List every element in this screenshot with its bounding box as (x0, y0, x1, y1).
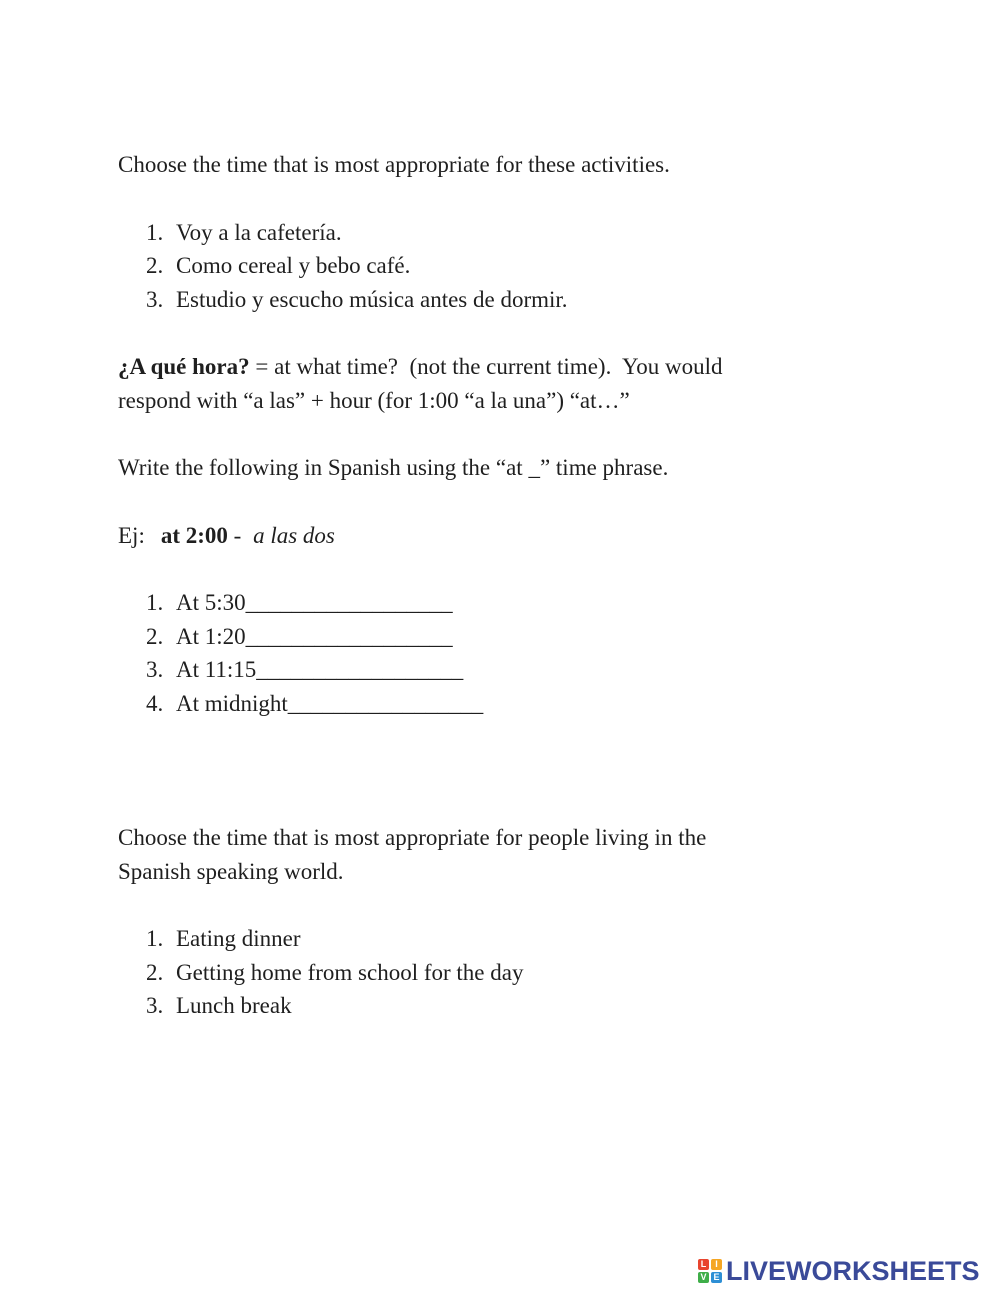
list-item-text: Lunch break (176, 993, 292, 1018)
section2-item-2[interactable] (146, 622, 453, 652)
section3-instruction-line-1: Choose the time that is most appropriate for people living in the (118, 825, 707, 850)
list-number: 3. (146, 287, 164, 312)
list-number: 1. (146, 220, 164, 245)
list-number: 2. (146, 253, 164, 278)
section1-item-1 (146, 218, 342, 248)
list-item-text: Getting home from school for the day (176, 960, 524, 985)
logo-text: LIVEWORKSHEETS (726, 1255, 980, 1286)
section2-item-3[interactable] (146, 655, 463, 685)
answer-blank[interactable]: At 5:30__________________ (176, 590, 453, 615)
list-number: 3. (146, 657, 164, 682)
section2-item-1[interactable] (146, 588, 453, 618)
explanation-line-2: respond with “a las” + hour (for 1:00 “a la una”) “at…” (118, 388, 630, 413)
answer-blank[interactable]: At 1:20__________________ (176, 624, 453, 649)
section2-item-4[interactable] (146, 689, 483, 719)
section1-instruction: Choose the time that is most appropriate for these activities. (118, 152, 670, 177)
section3-item-1 (146, 924, 301, 954)
logo-grid-icon (698, 1259, 722, 1283)
section1-item-3 (146, 285, 568, 315)
list-number: 1. (146, 926, 164, 951)
example-dash: - (227, 523, 248, 548)
answer-blank[interactable]: At midnight_________________ (176, 691, 484, 716)
list-item-text: Como cereal y bebo café. (176, 253, 411, 278)
list-item-text: Voy a la cafetería. (176, 220, 342, 245)
example-label: Ej: (118, 523, 145, 548)
list-number: 3. (146, 993, 164, 1018)
section3-instruction-line-2: Spanish speaking world. (118, 859, 344, 884)
list-number: 2. (146, 960, 164, 985)
list-item-text: Eating dinner (176, 926, 301, 951)
explanation-line1-rest: = at what time? (not the current time). You would (249, 354, 723, 379)
liveworksheets-logo[interactable] (698, 1256, 980, 1286)
example-prompt: at 2:00 (160, 523, 228, 548)
explanation-line-1 (118, 352, 723, 382)
logo-letter-i: I (711, 1259, 722, 1270)
example-answer: a las dos (253, 523, 335, 548)
list-number: 1. (146, 590, 164, 615)
logo-letter-l: L (698, 1259, 709, 1270)
section1-item-2 (146, 251, 410, 281)
section2-instruction: Write the following in Spanish using the “at _” time phrase. (118, 455, 669, 480)
logo-letter-v: V (698, 1272, 709, 1283)
list-item-text: Estudio y escucho música antes de dormir. (176, 287, 568, 312)
section3-item-2 (146, 958, 523, 988)
list-number: 4. (146, 691, 164, 716)
explanation-term: ¿A qué hora? (118, 354, 250, 379)
section3-item-3 (146, 991, 292, 1021)
list-number: 2. (146, 624, 164, 649)
answer-blank[interactable]: At 11:15__________________ (176, 657, 464, 682)
example-line (118, 521, 335, 551)
logo-letter-e: E (711, 1272, 722, 1283)
